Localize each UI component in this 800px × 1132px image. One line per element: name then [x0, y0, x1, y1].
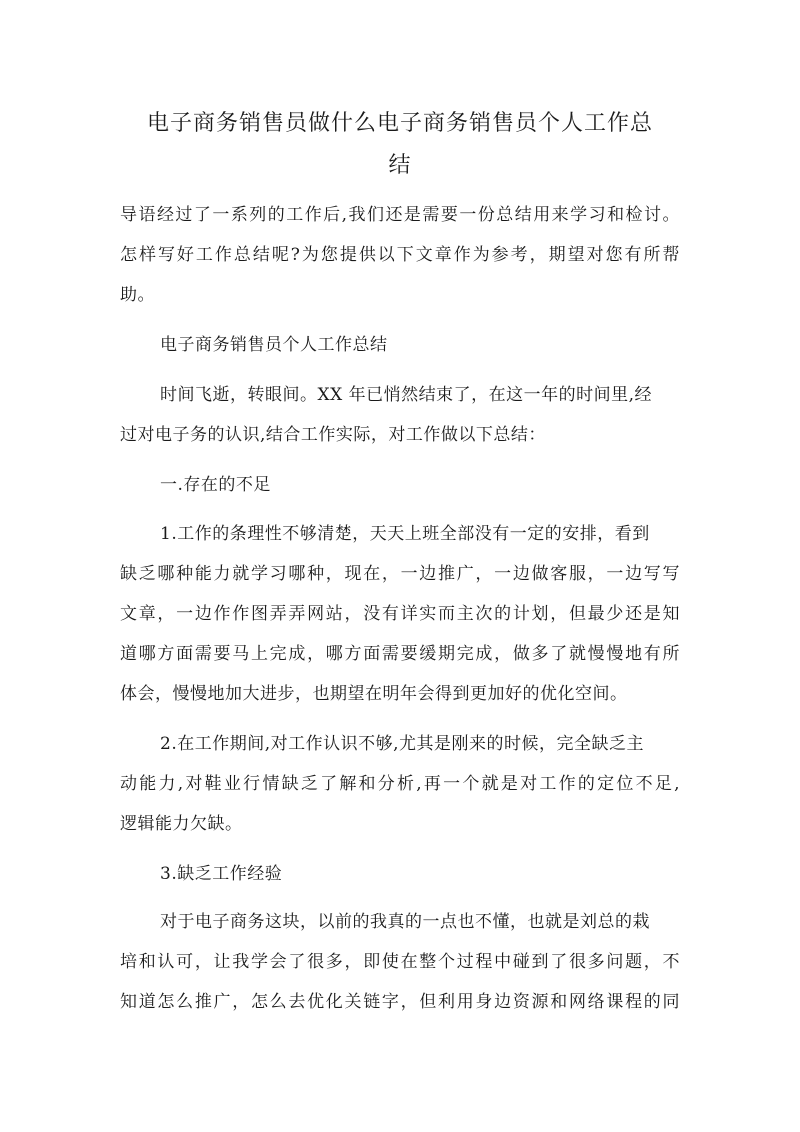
section-heading: 一.存在的不足	[160, 475, 271, 495]
paragraph-line: 过对电子务的认识,结合工作实际，对工作做以下总结：	[120, 425, 546, 445]
paragraph-line: 怎样写好工作总结呢?为您提供以下文章作为参考，期望对您有所帮	[120, 245, 680, 265]
paragraph-line: 培和认可，让我学会了很多，即使在整个过程中碰到了很多问题，不	[120, 952, 680, 972]
section-heading: 3.缺乏工作经验	[160, 864, 283, 884]
paragraph-line: 2.在工作期间,对工作认识不够,尤其是刚来的时候，完全缺乏主	[160, 734, 645, 754]
title-line-1: 电子商务销售员做什么电子商务销售员个人工作总	[146, 111, 653, 136]
paragraph-line: 道哪方面需要马上完成，哪方面需要缓期完成，做多了就慢慢地有所	[120, 644, 680, 664]
paragraph-line: 助。	[120, 285, 155, 305]
paragraph-line: 1.工作的条理性不够清楚，天天上班全部没有一定的安排，看到	[160, 524, 650, 544]
paragraph-line: 体会，慢慢地加大进步，也期望在明年会得到更加好的优化空间。	[120, 684, 628, 704]
paragraph-line: 对于电子商务这块，以前的我真的一点也不懂，也就是刘总的栽	[160, 912, 650, 932]
paragraph-line: 动能力,对鞋业行情缺乏了解和分析,再一个就是对工作的定位不足,	[120, 774, 680, 794]
paragraph-line: 时间飞逝，转眼间。XX 年已悄然结束了，在这一年的时间里,经	[160, 385, 653, 405]
paragraph-line: 导语经过了一系列的工作后,我们还是需要一份总结用来学习和检讨。	[120, 205, 680, 225]
title-line-2: 结	[388, 153, 412, 178]
paragraph-line: 缺乏哪种能力就学习哪种，现在，一边推广，一边做客服，一边写写	[120, 564, 680, 584]
paragraph-line: 逻辑能力欠缺。	[120, 814, 243, 834]
paragraph-line: 知道怎么推广，怎么去优化关链字，但利用身边资源和网络课程的同	[120, 992, 680, 1012]
document-title	[120, 103, 680, 187]
section-heading: 电子商务销售员个人工作总结	[160, 335, 388, 355]
paragraph-line: 文章，一边作作图弄弄网站，没有详实而主次的计划，但最少还是知	[120, 604, 680, 624]
